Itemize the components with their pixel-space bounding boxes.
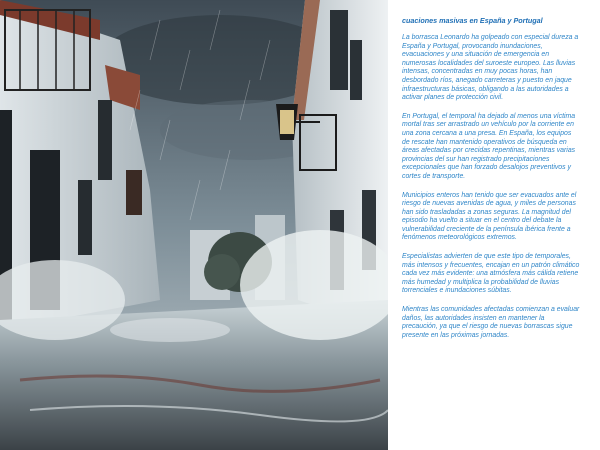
article-paragraph-1: La borrasca Leonardo ha golpeado con especial dureza a España y Portugal, provocando inundaciones, evacuaciones y una situación de emergencia en numerosas localidades del suroeste europeo. Las lluvias intensas, concentradas en muy pocas horas, han desbordado ríos, anegado carreteras y puesto en jaque infraestructuras básicas, obligando a las autoridades a activar planes de protección civil. (402, 34, 579, 102)
article-paragraph-4: Especialistas advierten de que este tipo de temporales, más intensos y frecuentes, encajan en un patrón climático cada vez más evidente: una atmósfera más cálida retiene más humedad y multiplica la probabilidad de lluvias torrenciales e inundaciones súbitas. (402, 253, 580, 295)
article-headline: cuaciones masivas en España y Portugal (402, 16, 543, 25)
article-paragraph-5: Mientras las comunidades afectadas comienzan a evaluar daños, las autoridades insisten en mantener la precaución, ya que el riesgo de nuevas borrascas sigue presente en las próximas jornadas. (402, 306, 580, 339)
article-paragraph-3: Municipios enteros han tenido que ser evacuados ante el riesgo de nuevas avenidas de agua, y miles de personas han sido trasladadas a zonas seguras. La magnitud del episodio ha vuelto a situar en el centro del debate la vulnerabilidad creciente de la península ibérica frente a fenómenos meteorológicos extremos. (402, 191, 577, 242)
article-paragraph-2: En Portugal, el temporal ha dejado al menos una víctima mortal tras ser arrastrado un vehículo por la corriente en una zona cercana a una presa. En España, los equipos de rescate han mantenido operativos de búsqueda en áreas afectadas por crecidas repentinas, mientras varias provincias del sur han registrado precipitaciones excepcionales que han forzado desalojos preventivos y cortes de transporte. (402, 112, 576, 180)
article (402, 16, 580, 350)
